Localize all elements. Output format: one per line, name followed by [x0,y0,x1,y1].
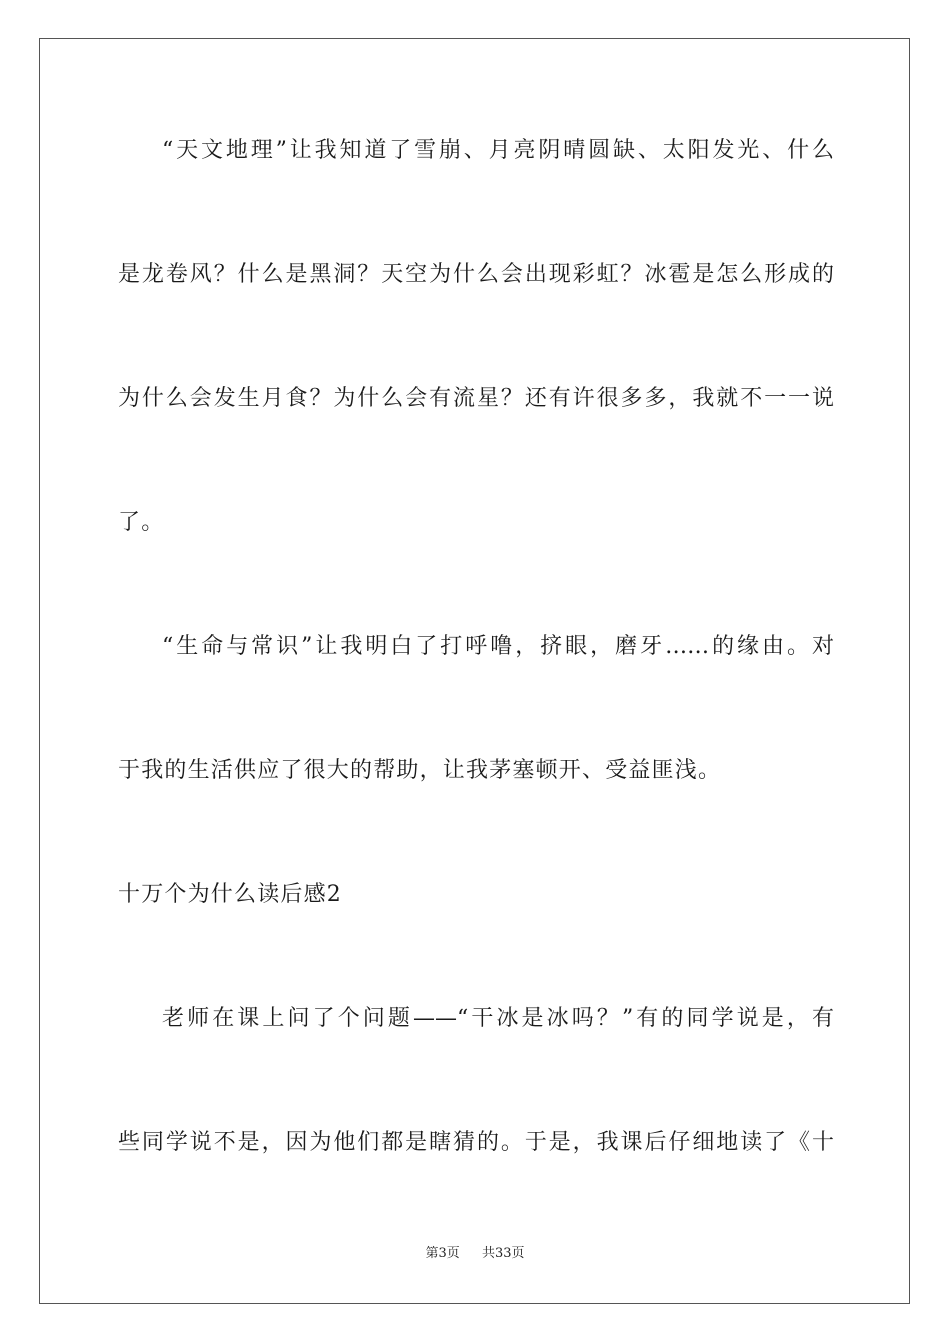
paragraph-line: 于我的生活供应了很大的帮助，让我茅塞顿开、受益匪浅。 [118,758,722,783]
page-footer [0,1245,950,1263]
page-border [39,38,910,1304]
paragraph-line: 老师在课上问了个问题——“干冰是冰吗？”有的同学说是，有 [162,1006,834,1031]
paragraph-line: “天文地理”让我知道了雪崩、月亮阴晴圆缺、太阳发光、什么 [162,138,834,163]
paragraph-line: 些同学说不是，因为他们都是瞎猜的。于是，我课后仔细地读了《十 [118,1130,834,1155]
page-number: 第3页 [425,1246,460,1261]
paragraph-line: 是龙卷风？什么是黑洞？天空为什么会出现彩虹？冰雹是怎么形成的 [118,262,834,287]
paragraph-line: 了。 [118,510,165,535]
page-total: 共33页 [482,1246,525,1261]
section-heading: 十万个为什么读后感2 [118,882,342,907]
paragraph-line: 为什么会发生月食？为什么会有流星？还有许很多多，我就不一一说 [118,386,834,411]
paragraph-line: “生命与常识”让我明白了打呼噜，挤眼，磨牙……的缘由。对 [162,634,834,659]
